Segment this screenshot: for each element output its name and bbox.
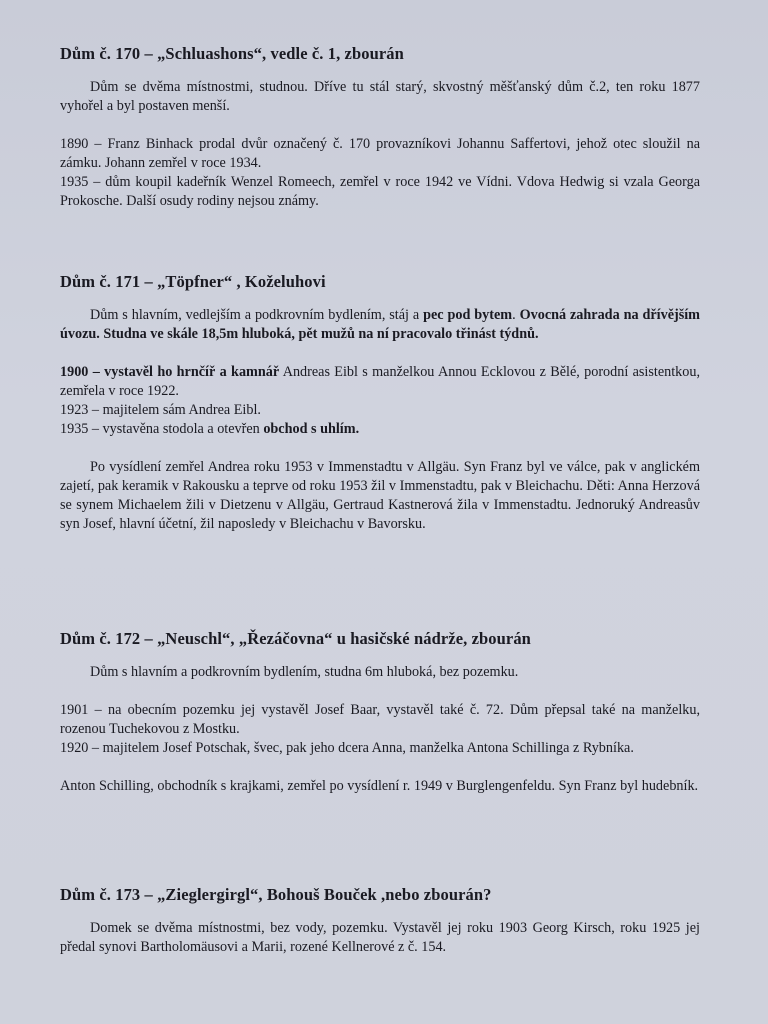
heading-house-170: Dům č. 170 – „Schluashons“, vedle č. 1, zbourán [60, 44, 404, 63]
paragraph-intro: Dům s hlavním, vedlejším a podkrovním bydlením, stáj a pec pod bytem. Ovocná zahrada na dřívějším úvozu. Studna ve skále 18,5m hluboká, pět mužů na ní pracovalo třinást týdnů. [60, 307, 701, 342]
paragraph-entry: 1900 – vystavěl ho hrnčíř a kamnář Andreas Eibl s manželkou Annou Ecklovou z Bělé, porodní asistentkou, zemřela v roce 1922. [60, 364, 700, 399]
heading-house-173: Dům č. 173 – „Zieglergirgl“, Bohouš Bouček ,nebo zbourán? [60, 885, 492, 904]
paragraph-entry: 1935 – dům koupil kadeřník Wenzel Romeech, zemřel v roce 1942 ve Vídni. Vdova Hedwig si vzala Georga Prokosche. Další osudy rodiny nejsou známy. [60, 174, 700, 209]
section-house-173 [60, 885, 700, 957]
paragraph-intro: Domek se dvěma místnostmi, bez vody, pozemku. Vystavěl jej roku 1903 Georg Kirsch, roku 1925 jej předal synovi Bartholomäusovi a Marii, rozené Kellnerové z č. 154. [60, 920, 700, 955]
heading-house-172: Dům č. 172 – „Neuschl“, „Řezáčovna“ u hasičské nádrže, zbourán [60, 629, 531, 648]
section-house-172 [60, 629, 700, 796]
paragraph-intro: Dům se dvěma místnostmi, studnou. Dříve tu stál starý, skvostný měšťanský dům č.2, ten roku 1877 vyhořel a byl postaven menší. [60, 79, 700, 114]
section-house-170 [60, 44, 700, 211]
paragraph-entry: 1901 – na obecním pozemku jej vystavěl Josef Baar, vystavěl také č. 72. Dům přepsal také na manželku, rozenou Tuchekovou z Mostku. [60, 702, 700, 737]
section-house-171 [60, 272, 700, 534]
paragraph-entry: 1890 – Franz Binhack prodal dvůr označený č. 170 provazníkovi Johannu Saffertovi, jehož otec sloužil na zámku. Johann zemřel v roce 1934. [60, 136, 700, 171]
paragraph-intro: Dům s hlavním a podkrovním bydlením, studna 6m hluboká, bez pozemku. [90, 664, 519, 680]
paragraph-entry: 1923 – majitelem sám Andrea Eibl. [60, 402, 261, 418]
heading-house-171: Dům č. 171 – „Töpfner“ , Koželuhovi [60, 272, 326, 291]
paragraph-outro: Anton Schilling, obchodník s krajkami, zemřel po vysídlení r. 1949 v Burglengenfeldu. Syn Franz byl hudebník. [60, 778, 699, 794]
paragraph-entry: 1920 – majitelem Josef Potschak, švec, pak jeho dcera Anna, manželka Antona Schillinga z Rybníka. [60, 740, 634, 756]
paragraph-outro: Po vysídlení zemřel Andrea roku 1953 v Immenstadtu v Allgäu. Syn Franz byl ve válce, pak v anglickém zajetí, pak keramik v Rakousku a teprve od roku 1953 žil v Immenstadtu, pak v Bleichachu. Děti: Anna Herzová se synem Michaelem žili v Dietzenu v Allgäu, Gertraud Kastnerová žila v Immenstadtu. Jednoruký Andreasův syn Josef, hlavní účetní, žil naposledy v Bleichachu v Bavorsku. [60, 459, 700, 532]
paragraph-entry: 1935 – vystavěna stodola a otevřen obchod s uhlím. [60, 421, 360, 437]
